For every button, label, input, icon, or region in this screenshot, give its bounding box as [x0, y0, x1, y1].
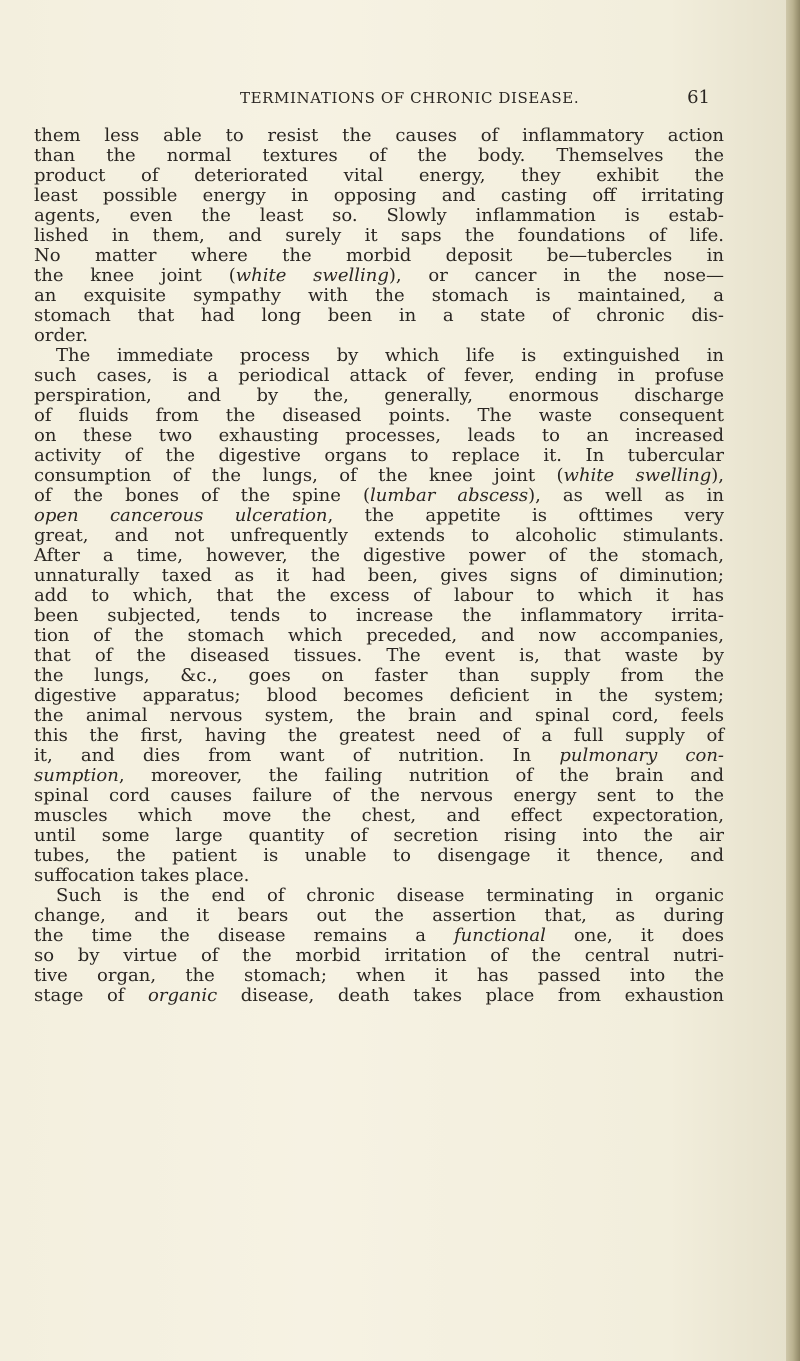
text-segment: perspiration, and by the, generally, enormous discharge	[34, 385, 724, 406]
italic-text: open cancerous ulceration	[34, 505, 328, 526]
text-segment: the lungs, &c., goes on faster than supply from the	[34, 665, 724, 686]
text-segment: add to which, that the excess of labour to which it has	[34, 585, 724, 606]
text-line	[34, 706, 724, 726]
text-line	[34, 466, 724, 486]
text-line	[34, 866, 724, 886]
text-line	[34, 426, 724, 446]
text-line	[34, 946, 724, 966]
body-text	[34, 126, 724, 1006]
text-line	[34, 586, 724, 606]
text-segment: of the bones of the spine (	[34, 485, 371, 506]
text-segment: it, and dies from want of nutrition. In	[34, 745, 560, 766]
text-segment: muscles which move the chest, and effect expectoration,	[34, 805, 724, 826]
text-line	[34, 286, 724, 306]
text-segment: No matter where the morbid deposit be—tubercles in	[34, 245, 724, 266]
text-line	[34, 306, 724, 326]
text-line	[34, 746, 724, 766]
text-segment: on these two exhausting processes, leads to an increased	[34, 425, 724, 446]
italic-text: sumption	[34, 765, 119, 786]
text-segment: digestive apparatus; blood becomes deficient in the system;	[34, 685, 724, 706]
text-line	[34, 526, 724, 546]
text-line	[34, 366, 724, 386]
text-segment: change, and it bears out the assertion that, as during	[34, 905, 724, 926]
text-segment: than the normal textures of the body. Themselves the	[34, 145, 724, 166]
text-line	[34, 926, 724, 946]
italic-text: organic	[148, 985, 218, 1006]
text-line	[34, 506, 724, 526]
text-line	[34, 566, 724, 586]
text-segment: that of the diseased tissues. The event is, that waste by	[34, 645, 724, 666]
text-line	[34, 646, 724, 666]
text-line	[34, 226, 724, 246]
text-line	[34, 606, 724, 626]
text-line	[34, 726, 724, 746]
text-segment: been subjected, tends to increase the inflammatory irrita-	[34, 605, 724, 626]
text-segment: disease, death takes place from exhaustion	[217, 985, 724, 1006]
text-segment: the knee joint (	[34, 265, 236, 286]
text-segment: the animal nervous system, the brain and spinal cord, feels	[34, 705, 724, 726]
italic-text: white swelling	[235, 265, 389, 286]
italic-text: pulmonary con-	[559, 745, 724, 766]
text-line	[34, 386, 724, 406]
text-line	[34, 666, 724, 686]
text-line	[34, 146, 724, 166]
text-segment: ),	[711, 465, 724, 486]
text-line	[34, 126, 724, 146]
text-segment: them less able to resist the causes of inflammatory action	[34, 125, 724, 146]
text-line	[34, 446, 724, 466]
text-line	[34, 486, 724, 506]
text-segment: unnaturally taxed as it had been, gives signs of diminution;	[34, 565, 724, 586]
text-line	[34, 966, 724, 986]
text-segment: spinal cord causes failure of the nervous energy sent to the	[34, 785, 724, 806]
text-line	[34, 786, 724, 806]
text-line	[34, 266, 724, 286]
text-segment: suffocation takes place.	[34, 865, 250, 886]
text-line	[34, 826, 724, 846]
text-segment: until some large quantity of secretion rising into the air	[34, 825, 724, 846]
text-segment: product of deteriorated vital energy, they exhibit the	[34, 165, 724, 186]
text-segment: activity of the digestive organs to replace it. In tubercular	[34, 445, 724, 466]
book-binding-edge	[786, 0, 800, 1361]
text-line	[34, 406, 724, 426]
text-segment: ), as well as in	[528, 485, 724, 506]
text-segment: of fluids from the diseased points. The waste consequent	[34, 405, 724, 426]
text-line	[34, 326, 724, 346]
text-segment: so by virtue of the morbid irritation of the central nutri-	[34, 945, 724, 966]
text-line	[34, 546, 724, 566]
text-segment: , moreover, the failing nutrition of the brain and	[118, 765, 724, 786]
text-segment: an exquisite sympathy with the stomach is maintained, a	[34, 285, 724, 306]
text-line	[34, 246, 724, 266]
text-segment: lished in them, and surely it saps the foundations of life.	[34, 225, 724, 246]
text-segment: the time the disease remains a	[34, 925, 455, 946]
italic-text: functional	[454, 925, 546, 946]
text-segment: tion of the stomach which preceded, and now accompanies,	[34, 625, 724, 646]
text-line	[34, 806, 724, 826]
text-segment: , the appetite is ofttimes very	[327, 505, 724, 526]
text-segment: tubes, the patient is unable to disengage it thence, and	[34, 845, 724, 866]
text-segment: order.	[34, 325, 88, 346]
text-segment: Such is the end of chronic disease terminating in organic	[56, 885, 724, 906]
text-line	[34, 846, 724, 866]
text-line	[34, 886, 724, 906]
text-line	[34, 346, 724, 366]
text-segment: ), or cancer in the nose—	[388, 265, 724, 286]
text-segment: consumption of the lungs, of the knee joint (	[34, 465, 564, 486]
page-header	[240, 89, 710, 111]
text-segment: least possible energy in opposing and casting off irritating	[34, 185, 724, 206]
text-segment: agents, even the least so. Slowly inflammation is estab-	[34, 205, 724, 226]
text-line	[34, 986, 724, 1006]
text-segment: this the first, having the greatest need of a full supply of	[34, 725, 724, 746]
page-number: 61	[687, 87, 710, 108]
italic-text: white swelling	[563, 465, 712, 486]
text-line	[34, 206, 724, 226]
text-line	[34, 186, 724, 206]
text-line	[34, 686, 724, 706]
text-line	[34, 906, 724, 926]
text-segment: great, and not unfrequently extends to alcoholic stimulants.	[34, 525, 724, 546]
text-segment: The immediate process by which life is extinguished in	[56, 345, 724, 366]
text-segment: stage of	[34, 985, 149, 1006]
text-segment: After a time, however, the digestive power of the stomach,	[34, 545, 724, 566]
text-line	[34, 766, 724, 786]
text-segment: stomach that had long been in a state of chronic dis-	[34, 305, 724, 326]
italic-text: lumbar abscess	[370, 485, 529, 506]
text-segment: one, it does	[545, 925, 724, 946]
text-line	[34, 166, 724, 186]
text-segment: tive organ, the stomach; when it has passed into the	[34, 965, 724, 986]
running-title: TERMINATIONS OF CHRONIC DISEASE.	[240, 89, 580, 107]
text-line	[34, 626, 724, 646]
text-segment: such cases, is a periodical attack of fever, ending in profuse	[34, 365, 724, 386]
